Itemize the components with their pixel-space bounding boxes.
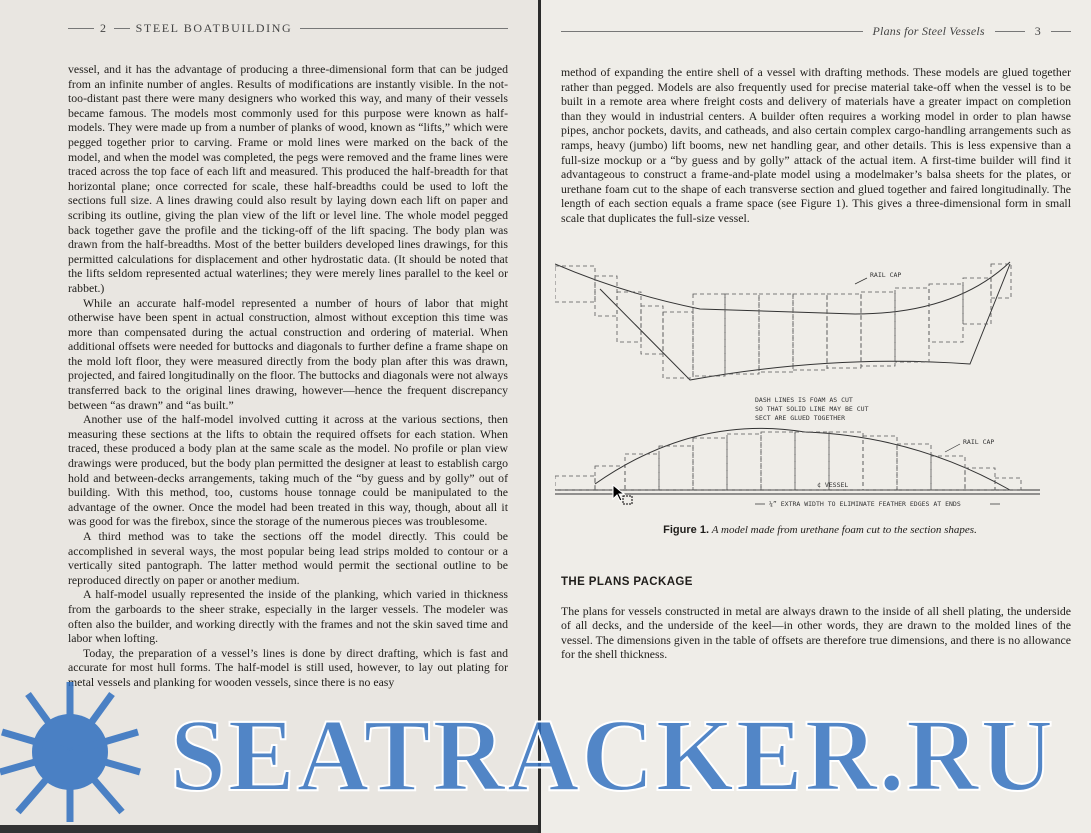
header-rule [114,28,130,29]
paragraph: A third method was to take the sections off the model directly. This could be accomplished in several ways, the most popular being lead strips molded to contour or a vertically sited pantograph. The latter method would permit the sectional outline to be reproduced directly on paper or another medium. [68,529,508,587]
paragraph: While an accurate half-model represented a number of hours of labor that might otherwise have been spent in actual construction, almost without exception this time was more than compensated during the actual construction and ordering of material. When additional offsets were needed for buttocks and diagonals to further define a frame shape on the mold loft floor, they were measured directly from the body plan after this was drawn, projected, and faired longitudinally on the floor. The buttocks and diagonals were not always transferred back to the original lines drawing, however—hence the frequent discrepancy between “as drawn” and “as built.” [68,295,508,412]
header-rule [1051,31,1071,32]
header-rule [561,31,863,32]
right-page [541,0,1091,833]
figure-1-caption [561,524,1071,536]
header-rule [68,28,94,29]
foam-sections-top [555,264,1011,378]
left-page [0,0,538,833]
section-body-text [561,604,1071,662]
hull-profile-line [555,262,1010,314]
figure-note-line-1: DASH LINES IS FOAM AS CUT [755,395,853,404]
paragraph: Today, the preparation of a vessel’s lines is done by direct drafting, which is fast and accurate for most hull forms. The half-model is still used, however, to lay out plating for metal vessels and planking for wooden vessels, since there is no easy [68,645,508,689]
paragraph: The plans for vessels constructed in metal are always drawn to the inside of all shell plating, the underside of all decks, and the underside of the keel—in other words, they are drawn to the molded lines of the vessel. The dimensions given in the table of offsets are therefore true dimensions, and there is no allowance for the shell thickness. [561,603,1071,662]
header-rule [995,31,1025,32]
chapter-title: Plans for Steel Vessels [872,23,985,38]
figure-note-line-2: SO THAT SOLID LINE MAY BE CUT [755,404,869,413]
plan-view-curve [595,428,1010,490]
book-title: STEEL BOATBUILDING [135,20,293,35]
caption-label: Figure 1. [663,523,709,536]
figure-1-drawing [561,254,1081,524]
paragraph: A half-model usually represented the inside of the planking, which varied in thickness from the garboards to the sheer strake, especially in the larger vessels. The modeler was often also the builder, and working directly with the frames and not the skin saved time and labor when lofting. [68,587,508,646]
right-running-head [561,24,1071,38]
header-rule [300,28,508,29]
right-page-number: 3 [1034,23,1041,38]
paragraph: Another use of the half-model involved cutting it across at the various sections, then measuring these sections at the lifts to obtain the required offsets for each station. When traced, these produced a body plan at the same scale as the model. No profile or plan view drawings were produced, but the body plan permitted the designer at least to establish cargo hold and between-decks arrangements, taking much of the “by guess and by golly” out of building. With this method, too, customs house tonnage could be manipulated to the advantage of the owner. Once the model had been treated in this way, though, about all it was good for was the firebox, since the storage of the numerous pieces was troublesome. [68,412,508,529]
mouse-cursor-icon [612,484,636,508]
foam-sections-bottom [555,432,1021,490]
left-running-head [68,21,508,35]
vessel-centerline-label: ¢ VESSEL [817,480,849,489]
paragraph: method of expanding the entire shell of a vessel with drafting methods. These models are glued together rather than pegged. Models are also frequently used for precise material take-off when the vessel is to be built in a remote area where freight costs and delivery of materials have a greater impact on completion than they would in industrial centers. A builder often requires a working model in order to plan hawse pipes, anchor pockets, davits, and catheads, and also certain complex cargo-handling arrangements such as ramps, heavy (jumbo) lift booms, new net handling gear, and other details. This is less expensive than a full-size mockup or a “by guess and by golly” attack of the actual item. A first-time builder will find it advantageous to construct a frame-and-plate model using a modelmaker’s balsa sheets for the plates, or urethane foam cut to the shape of each transverse section and glued together and faired longitudinally. The length of each section equals a frame space (see Figure 1). This gives a three-dimensional form in small scale that duplicates the full-size vessel. [561,65,1071,225]
rail-cap-label-top: RAIL CAP [870,270,902,279]
right-body-text [561,65,1071,226]
left-body-text [68,62,508,690]
figure-note-line-3: SECT ARE GLUED TOGETHER [755,413,846,422]
left-page-number: 2 [100,20,108,35]
extra-width-note: ¼” EXTRA WIDTH TO ELIMINATE FEATHER EDGES AT ENDS [769,499,961,508]
watermark-text: SEATRACKER.RU [170,698,1055,813]
hull-bottom-line [600,264,1010,380]
section-heading: THE PLANS PACKAGE [561,575,693,588]
paragraph: vessel, and it has the advantage of producing a three-dimensional form that can be judged from an infinite number of angles. Results of modifications are instantly visible. In the not-too-distant past there were many designers who worked this way, and many of their vessels became famous. The models most commonly used for this purpose were known as half-models. They were made up from a number of planks of wood, known as “lifts,” which were pegged together prior to carving. Frame or mold lines were marked on the back of the model, and when the model was completed, the pegs were removed and the frame lines were traced across the top face of each lift and measured. This produced the half-breadth for that horizontal plane; once corrected for scale, these half-breadths could be used to loft the sections full size. A lines drawing could also result by laying down each lift on paper and scribing its outline, giving the plan view of the lift or level line. The whole model pegged back together gave the profile and the ticking-off of the lift spacing. The body plan was drawn from the half-breadths. Most of the better builders developed lines drawings, for this permitted calculations for displacement and other hydrostatic data. (It should be noted that the lifts seldom represented actual waterlines; they were merely lines parallel to the keel or rabbet.) [68,62,508,295]
page-shadow-bar [0,825,538,833]
caption-text: A model made from urethane foam cut to the section shapes. [711,523,977,536]
rail-cap-label-bottom: RAIL CAP [963,437,995,446]
